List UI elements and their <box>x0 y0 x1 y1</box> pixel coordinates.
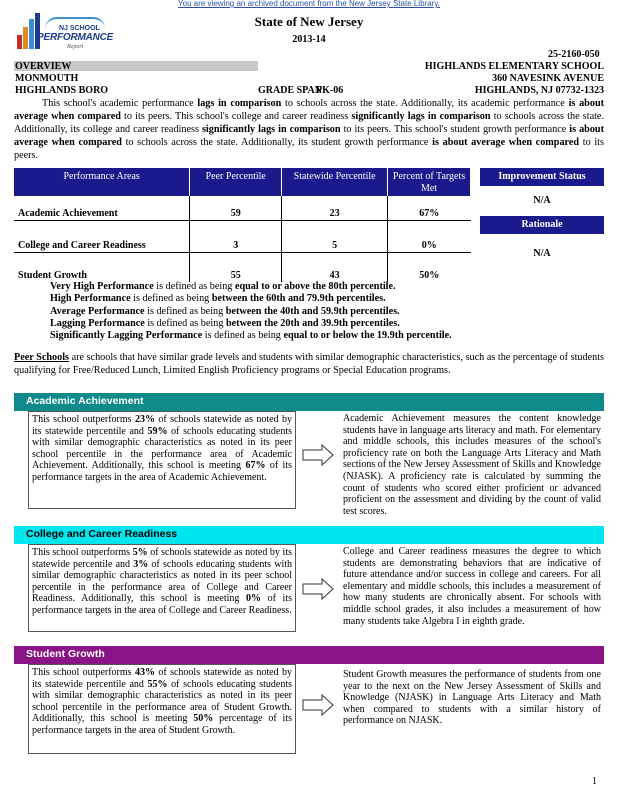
archive-notice-link[interactable]: You are viewing an archived document from the New Jersey State Library. <box>178 0 440 8</box>
section-header-academic-achievement: Academic Achievement <box>14 393 604 411</box>
peer-schools-definition: Peer Schools are schools that have similar grade levels and students with similar demographic characteristics, such as the percentage of students qualifying for Free/Reduced Lunch, Limited English Proficiency programs or Special Education programs. <box>14 352 604 376</box>
level-definition: Very High Performance is defined as being equal to or above the 80th percentile. <box>50 281 396 292</box>
logo-line3: Report <box>67 44 84 50</box>
statewide-cell: 43 <box>282 252 388 282</box>
header-percent-targets: Percent of Targets Met <box>388 168 471 196</box>
rationale-value: N/A <box>533 248 551 259</box>
targets-cell: 67% <box>388 196 471 220</box>
grade-span-label: GRADE SPAN <box>258 85 322 96</box>
page-title: State of New Jersey <box>254 14 364 29</box>
page-number: 1 <box>592 776 597 787</box>
targets-cell: 50% <box>388 252 471 282</box>
school-year: 2013-14 <box>292 34 326 45</box>
header-performance-areas: Performance Areas <box>14 168 190 196</box>
statewide-cell: 23 <box>282 196 388 220</box>
improvement-status-value: N/A <box>533 195 551 206</box>
grade-span: PK-06 <box>316 85 344 96</box>
header-statewide-percentile: Statewide Percentile <box>282 168 388 196</box>
level-definition: Lagging Performance is defined as being between the 20th and 39.9th percentiles. <box>50 317 400 329</box>
improvement-status-header: Improvement Status <box>480 168 604 186</box>
logo-line2: PERFORMANCE <box>37 32 114 43</box>
header-peer-percentile: Peer Percentile <box>190 168 282 196</box>
section-header-student-growth: Student Growth <box>14 646 604 664</box>
right-arrow-icon <box>302 578 334 600</box>
right-arrow-icon <box>302 444 334 466</box>
statewide-cell: 5 <box>282 220 388 252</box>
county: MONMOUTH <box>15 73 79 84</box>
performance-level-definitions <box>50 281 452 342</box>
school-name: HIGHLANDS ELEMENTARY SCHOOL <box>424 61 604 72</box>
peer-cell: 3 <box>190 220 282 252</box>
level-definition: Significantly Lagging Performance is defined as being equal to or below the 19.9th percentile. <box>50 330 452 342</box>
address-line1: 360 NAVESINK AVENUE <box>492 73 604 84</box>
rationale-header: Rationale <box>480 216 604 234</box>
peer-cell: 55 <box>190 252 282 282</box>
area-cell: College and Career Readiness <box>14 220 190 252</box>
level-definition: Average Performance is defined as being between the 40th and 59.9th percentiles. <box>50 305 400 317</box>
academic-achievement-summary: This school outperforms 23% of schools statewide as noted by its statewide percentile and 59% of schools educating students with similar demographic characteristics as noted in its peer school percentile in the performance area of Academic Achievement. Additionally, this school is meeting 67% of its performance targets in the area of Academic Achievement. <box>28 411 296 509</box>
table-row <box>14 196 471 220</box>
address-line2: HIGHLANDS, NJ 07732-1323 <box>474 85 604 96</box>
academic-achievement-description: Academic Achievement measures the content knowledge students have in language arts literacy and math. For elementary and middle schools, this includes measures of the school's proficiency rate on both the Language Arts Literacy and Math sections of the New Jersey Assessment of Skills and Knowledge (NJASK). A proficiency rate is calculated by summing the count of students who scored either proficient or advanced proficient on the assessment and dividing by the count of valid test scores. <box>343 413 601 517</box>
college-career-summary: This school outperforms 5% of schools statewide as noted by its statewide percentile and 3% of schools educating students with similar demographic characteristics as noted in its peer school percentile in the performance area of College and Career Readiness. Additionally, this school is meeting 0% of its performance targets in the area of College and Career Readiness. <box>28 544 296 632</box>
table-row <box>14 220 471 252</box>
logo-line1: NJ SCHOOL <box>59 25 100 32</box>
targets-cell: 0% <box>388 220 471 252</box>
section-header-college-career-readiness: College and Career Readiness <box>14 526 604 544</box>
college-career-description: College and Career readiness measures the degree to which students are demonstrating behaviors that are indicative of future attendance and/or success in college and careers. For all elementary and middle schools, this includes a measurement of how many students are chronically absent. For schools with middle school grades, it also includes a measurement of how many students take Algebra I in eighth grade. <box>343 546 601 627</box>
student-growth-summary: This school outperforms 43% of schools statewide as noted by its statewide percentile and 55% of schools educating students with similar demographic characteristics as noted in its peer school percentile in the performance area of Student Growth. Additionally, this school is meeting 50% percentage of its performance targets in the area of Student Growth. <box>28 664 296 754</box>
intro-paragraph: This school's academic performance lags in comparison to schools across the state. Additionally, its academic performance is about average when compared to its peers. This school's college and career readiness significantly lags in comparison to schools across the state. Additionally, its college and career readiness significantly lags in comparison to its peers. This school's student growth performance is about average when compared to schools across the state. Additionally, its student growth performance is about average when compared to its peers. <box>14 98 605 161</box>
peer-cell: 59 <box>190 196 282 220</box>
right-arrow-icon <box>302 694 334 716</box>
performance-table <box>14 168 471 282</box>
table-row <box>14 252 471 282</box>
school-code: 25-2160-050 <box>548 49 600 60</box>
area-cell: Student Growth <box>18 270 87 281</box>
student-growth-description: Student Growth measures the performance of students from one year to the next on the New Jersey Assessment of Skills and Knowledge (NJASK) in Language Arts Literacy and Math when compared to students with a similar history of performance on NJASK. <box>343 669 601 727</box>
level-definition: High Performance is defined as being between the 60th and 79.9th percentiles. <box>50 293 386 305</box>
area-cell: Academic Achievement <box>14 196 190 220</box>
district: HIGHLANDS BORO <box>15 85 109 96</box>
section-label: OVERVIEW <box>15 61 72 72</box>
